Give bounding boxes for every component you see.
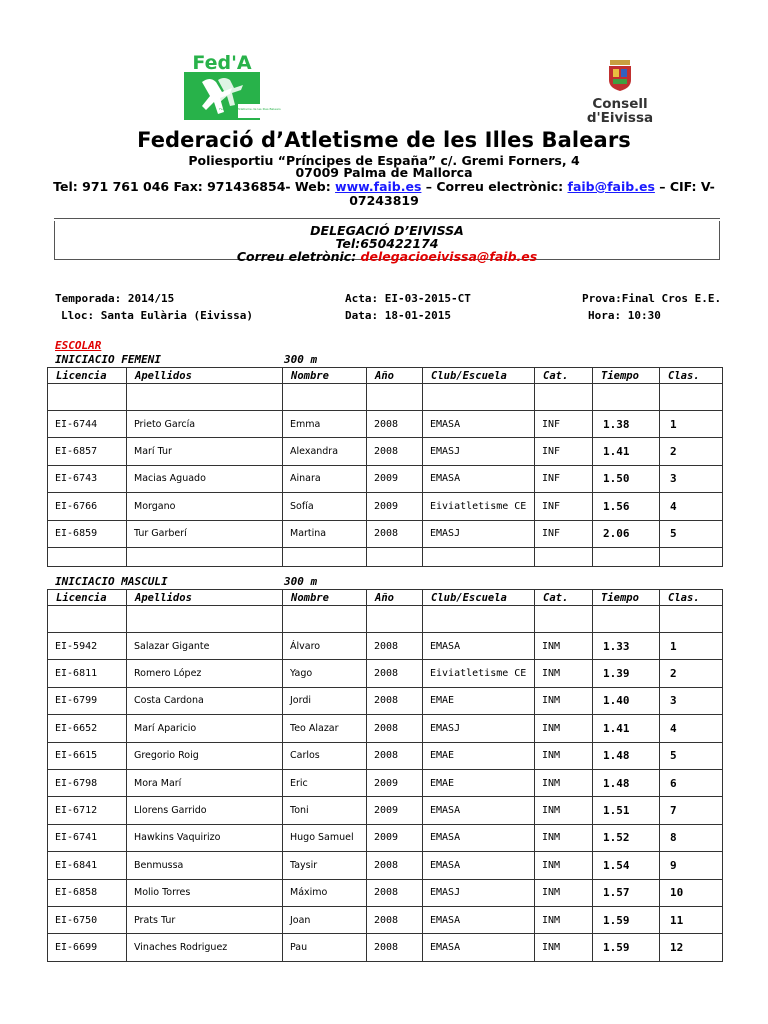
column-header-ano: Año	[367, 590, 423, 606]
cell-licencia: EI-6841	[48, 852, 127, 879]
empty-cell	[127, 606, 283, 633]
cell-licencia: EI-6750	[48, 906, 127, 933]
cell-apellidos: Tur Garberí	[127, 520, 283, 547]
cell-nombre: Taysir	[283, 852, 367, 879]
cell-cat: INM	[535, 934, 593, 961]
empty-cell	[535, 547, 593, 566]
empty-cell	[48, 606, 127, 633]
cell-clas: 1	[660, 411, 723, 438]
cell-cat: INM	[535, 769, 593, 796]
cell-tiempo: 1.50	[593, 465, 660, 492]
cell-apellidos: Costa Cardona	[127, 687, 283, 714]
empty-cell	[127, 384, 283, 411]
cell-apellidos: Romero López	[127, 660, 283, 687]
cell-ano: 2008	[367, 687, 423, 714]
header-divider	[54, 218, 720, 219]
cell-nombre: Jordi	[283, 687, 367, 714]
table-row	[48, 934, 723, 961]
delegation-box	[54, 221, 720, 264]
column-header-clas: Clas.	[660, 590, 723, 606]
cell-club: EMASA	[423, 824, 535, 851]
table-row	[48, 769, 723, 796]
cell-nombre: Alexandra	[283, 438, 367, 465]
table-row	[48, 687, 723, 714]
empty-cell	[48, 547, 127, 566]
email-prefix-text: – Correu electrònic:	[421, 179, 568, 194]
table-row	[48, 411, 723, 438]
cell-ano: 2008	[367, 906, 423, 933]
table-row	[48, 797, 723, 824]
cell-nombre: Yago	[283, 660, 367, 687]
table-spacer-row	[48, 384, 723, 411]
tel-fax-text: Tel: 971 761 046 Fax: 971436854- Web:	[53, 179, 336, 194]
cell-licencia: EI-6743	[48, 465, 127, 492]
cell-ano: 2009	[367, 769, 423, 796]
cell-nombre: Pau	[283, 934, 367, 961]
cell-tiempo: 1.48	[593, 742, 660, 769]
cell-nombre: Martina	[283, 520, 367, 547]
masculi-distance: 300 m	[284, 575, 318, 588]
empty-cell	[660, 384, 723, 411]
cell-licencia: EI-6652	[48, 715, 127, 742]
consell-logo	[580, 54, 660, 126]
cell-ano: 2009	[367, 493, 423, 520]
cell-ano: 2008	[367, 633, 423, 660]
table-row	[48, 493, 723, 520]
data: Data: 18-01-2015	[345, 309, 451, 322]
cell-nombre: Eric	[283, 769, 367, 796]
cell-club: EMAE	[423, 687, 535, 714]
delegation-email[interactable]: delegacioeivissa@faib.es	[360, 249, 538, 264]
cell-apellidos: Gregorio Roig	[127, 742, 283, 769]
cell-licencia: EI-6766	[48, 493, 127, 520]
cell-clas: 4	[660, 493, 723, 520]
cell-cat: INF	[535, 411, 593, 438]
cell-club: EMASA	[423, 934, 535, 961]
cell-ano: 2008	[367, 879, 423, 906]
cell-nombre: Álvaro	[283, 633, 367, 660]
cell-cat: INM	[535, 687, 593, 714]
cif-text: – CIF: V-	[654, 179, 715, 194]
cell-tiempo: 1.57	[593, 879, 660, 906]
cell-clas: 7	[660, 797, 723, 824]
cell-licencia: EI-6811	[48, 660, 127, 687]
empty-cell	[593, 606, 660, 633]
page-title: Federació d’Atletisme de les Illes Balears	[137, 128, 631, 152]
contact-line	[0, 179, 768, 194]
cell-apellidos: Prats Tur	[127, 906, 283, 933]
cell-ano: 2008	[367, 411, 423, 438]
cell-clas: 3	[660, 687, 723, 714]
cell-clas: 8	[660, 824, 723, 851]
cell-apellidos: Salazar Gigante	[127, 633, 283, 660]
delegation-email-label: Correu eletrònic:	[236, 249, 361, 264]
cell-licencia: EI-6798	[48, 769, 127, 796]
fed-logo-text: Fed'A	[192, 52, 252, 74]
cell-licencia: EI-6859	[48, 520, 127, 547]
empty-cell	[367, 547, 423, 566]
cell-tiempo: 1.51	[593, 797, 660, 824]
cell-ano: 2008	[367, 438, 423, 465]
cell-cat: INM	[535, 824, 593, 851]
table-row	[48, 438, 723, 465]
cell-clas: 5	[660, 520, 723, 547]
cell-apellidos: Llorens Garrido	[127, 797, 283, 824]
table-row	[48, 852, 723, 879]
column-header-apellidos: Apellidos	[127, 368, 283, 384]
cell-club: EMASJ	[423, 879, 535, 906]
cell-clas: 1	[660, 633, 723, 660]
table-row	[48, 906, 723, 933]
cell-club: EMAE	[423, 769, 535, 796]
cell-apellidos: Marí Tur	[127, 438, 283, 465]
email-link[interactable]: faib@faib.es	[567, 179, 655, 194]
cell-ano: 2009	[367, 824, 423, 851]
cell-cat: INM	[535, 633, 593, 660]
cell-ano: 2009	[367, 465, 423, 492]
cell-cat: INM	[535, 797, 593, 824]
table-row	[48, 879, 723, 906]
table-row	[48, 633, 723, 660]
cell-cat: INM	[535, 906, 593, 933]
cell-apellidos: Hawkins Vaquirizo	[127, 824, 283, 851]
cell-nombre: Joan	[283, 906, 367, 933]
cell-clas: 9	[660, 852, 723, 879]
cif-tail: 07243819	[349, 193, 419, 208]
cell-club: EMASA	[423, 906, 535, 933]
cell-nombre: Emma	[283, 411, 367, 438]
cell-clas: 11	[660, 906, 723, 933]
column-header-ano: Año	[367, 368, 423, 384]
cell-nombre: Teo Alazar	[283, 715, 367, 742]
masculi-results-table	[47, 589, 723, 962]
cell-licencia: EI-6744	[48, 411, 127, 438]
cell-cat: INM	[535, 742, 593, 769]
coat-of-arms-icon	[609, 60, 631, 91]
cell-cat: INF	[535, 465, 593, 492]
column-header-licencia: Licencia	[48, 368, 127, 384]
cell-tiempo: 2.06	[593, 520, 660, 547]
cell-clas: 2	[660, 438, 723, 465]
cell-club: EMASJ	[423, 438, 535, 465]
cell-licencia: EI-6857	[48, 438, 127, 465]
city-line: 07009 Palma de Mallorca	[295, 165, 473, 180]
lloc: Lloc: Santa Eulària (Eivissa)	[61, 309, 254, 322]
table-header-row	[48, 590, 723, 606]
cell-apellidos: Marí Aparicio	[127, 715, 283, 742]
cell-licencia: EI-6699	[48, 934, 127, 961]
column-header-cat: Cat.	[535, 368, 593, 384]
cell-tiempo: 1.41	[593, 715, 660, 742]
cell-tiempo: 1.59	[593, 906, 660, 933]
cell-club: EMASA	[423, 465, 535, 492]
cell-clas: 3	[660, 465, 723, 492]
femeni-title: INICIACIO FEMENI	[55, 353, 161, 366]
cell-club: EMASJ	[423, 715, 535, 742]
empty-cell	[48, 384, 127, 411]
cell-nombre: Sofía	[283, 493, 367, 520]
table-row	[48, 715, 723, 742]
delegation-email-line	[55, 250, 719, 263]
cell-cat: INM	[535, 715, 593, 742]
cell-ano: 2008	[367, 660, 423, 687]
cell-ano: 2008	[367, 934, 423, 961]
cell-licencia: EI-6858	[48, 879, 127, 906]
empty-cell	[283, 606, 367, 633]
empty-cell	[367, 384, 423, 411]
table-row	[48, 520, 723, 547]
web-link[interactable]: www.faib.es	[335, 179, 422, 194]
cell-club: Eiviatletisme CE	[423, 660, 535, 687]
temporada: Temporada: 2014/15	[55, 292, 175, 305]
cell-tiempo: 1.54	[593, 852, 660, 879]
empty-cell	[535, 384, 593, 411]
empty-cell	[660, 547, 723, 566]
column-header-nombre: Nombre	[283, 590, 367, 606]
column-header-club: Club/Escuela	[423, 368, 535, 384]
escolar-label: ESCOLAR	[55, 339, 102, 352]
cell-club: EMASA	[423, 633, 535, 660]
cell-cat: INF	[535, 438, 593, 465]
acta: Acta: EI-03-2015-CT	[345, 292, 471, 305]
cell-nombre: Toni	[283, 797, 367, 824]
column-header-nombre: Nombre	[283, 368, 367, 384]
empty-cell	[593, 547, 660, 566]
column-header-cat: Cat.	[535, 590, 593, 606]
cell-tiempo: 1.48	[593, 769, 660, 796]
cell-tiempo: 1.38	[593, 411, 660, 438]
table-spacer-row	[48, 606, 723, 633]
consell-logo-text-2: d'Eivissa	[586, 110, 654, 126]
delegation-name: DELEGACIÓ D’EIVISSA	[310, 223, 464, 238]
empty-cell	[283, 384, 367, 411]
cell-licencia: EI-6615	[48, 742, 127, 769]
cell-apellidos: Macias Aguado	[127, 465, 283, 492]
cell-clas: 5	[660, 742, 723, 769]
femeni-distance: 300 m	[284, 353, 318, 366]
prova: Prova:Final Cros E.E.	[582, 292, 722, 305]
cell-ano: 2009	[367, 797, 423, 824]
column-header-tiempo: Tiempo	[593, 368, 660, 384]
cell-club: EMASA	[423, 411, 535, 438]
cell-cat: INF	[535, 493, 593, 520]
cell-licencia: EI-6799	[48, 687, 127, 714]
cell-tiempo: 1.33	[593, 633, 660, 660]
femeni-results-table	[47, 367, 723, 567]
table-row	[48, 660, 723, 687]
cell-club: EMAE	[423, 742, 535, 769]
empty-cell	[423, 547, 535, 566]
table-row	[48, 465, 723, 492]
cell-apellidos: Prieto García	[127, 411, 283, 438]
cell-apellidos: Mora Marí	[127, 769, 283, 796]
cell-tiempo: 1.56	[593, 493, 660, 520]
cell-nombre: Máximo	[283, 879, 367, 906]
cell-clas: 12	[660, 934, 723, 961]
delegation-tel: Tel:650422174	[335, 236, 439, 251]
cell-ano: 2008	[367, 520, 423, 547]
column-header-apellidos: Apellidos	[127, 590, 283, 606]
cell-club: Eiviatletisme CE	[423, 493, 535, 520]
cell-apellidos: Benmussa	[127, 852, 283, 879]
cell-clas: 10	[660, 879, 723, 906]
empty-cell	[423, 384, 535, 411]
empty-cell	[423, 606, 535, 633]
table-header-row	[48, 368, 723, 384]
column-header-clas: Clas.	[660, 368, 723, 384]
fed-logo	[180, 52, 281, 122]
cell-tiempo: 1.52	[593, 824, 660, 851]
cell-licencia: EI-6712	[48, 797, 127, 824]
cell-nombre: Hugo Samuel	[283, 824, 367, 851]
hora: Hora: 10:30	[588, 309, 661, 322]
cell-ano: 2008	[367, 852, 423, 879]
empty-cell	[367, 606, 423, 633]
cell-ano: 2008	[367, 715, 423, 742]
cell-licencia: EI-6741	[48, 824, 127, 851]
cell-cat: INM	[535, 852, 593, 879]
empty-cell	[283, 547, 367, 566]
table-row	[48, 742, 723, 769]
cell-nombre: Carlos	[283, 742, 367, 769]
cell-cat: INM	[535, 879, 593, 906]
cell-apellidos: Molio Torres	[127, 879, 283, 906]
column-header-tiempo: Tiempo	[593, 590, 660, 606]
address-line: Poliesportiu “Príncipes de España” c/. Gremi Forners, 4	[188, 153, 580, 168]
cell-club: EMASA	[423, 852, 535, 879]
cell-tiempo: 1.59	[593, 934, 660, 961]
cell-nombre: Ainara	[283, 465, 367, 492]
empty-cell	[535, 606, 593, 633]
masculi-title: INICIACIO MASCULI	[55, 575, 168, 588]
table-row	[48, 824, 723, 851]
cell-licencia: EI-5942	[48, 633, 127, 660]
empty-cell	[660, 606, 723, 633]
cell-clas: 6	[660, 769, 723, 796]
cell-tiempo: 1.40	[593, 687, 660, 714]
column-header-club: Club/Escuela	[423, 590, 535, 606]
cell-apellidos: Vinaches Rodriguez	[127, 934, 283, 961]
fed-logo-caption: Federació d'Atletisme de les Illes Balears	[219, 107, 281, 111]
cell-club: EMASA	[423, 797, 535, 824]
cell-apellidos: Morgano	[127, 493, 283, 520]
cell-tiempo: 1.41	[593, 438, 660, 465]
cell-cat: INM	[535, 660, 593, 687]
table-spacer-row	[48, 547, 723, 566]
cell-cat: INF	[535, 520, 593, 547]
cell-clas: 2	[660, 660, 723, 687]
empty-cell	[593, 384, 660, 411]
empty-cell	[127, 547, 283, 566]
cell-club: EMASJ	[423, 520, 535, 547]
cell-tiempo: 1.39	[593, 660, 660, 687]
cell-clas: 4	[660, 715, 723, 742]
cell-ano: 2008	[367, 742, 423, 769]
consell-logo-text-1: Consell	[592, 96, 648, 112]
column-header-licencia: Licencia	[48, 590, 127, 606]
